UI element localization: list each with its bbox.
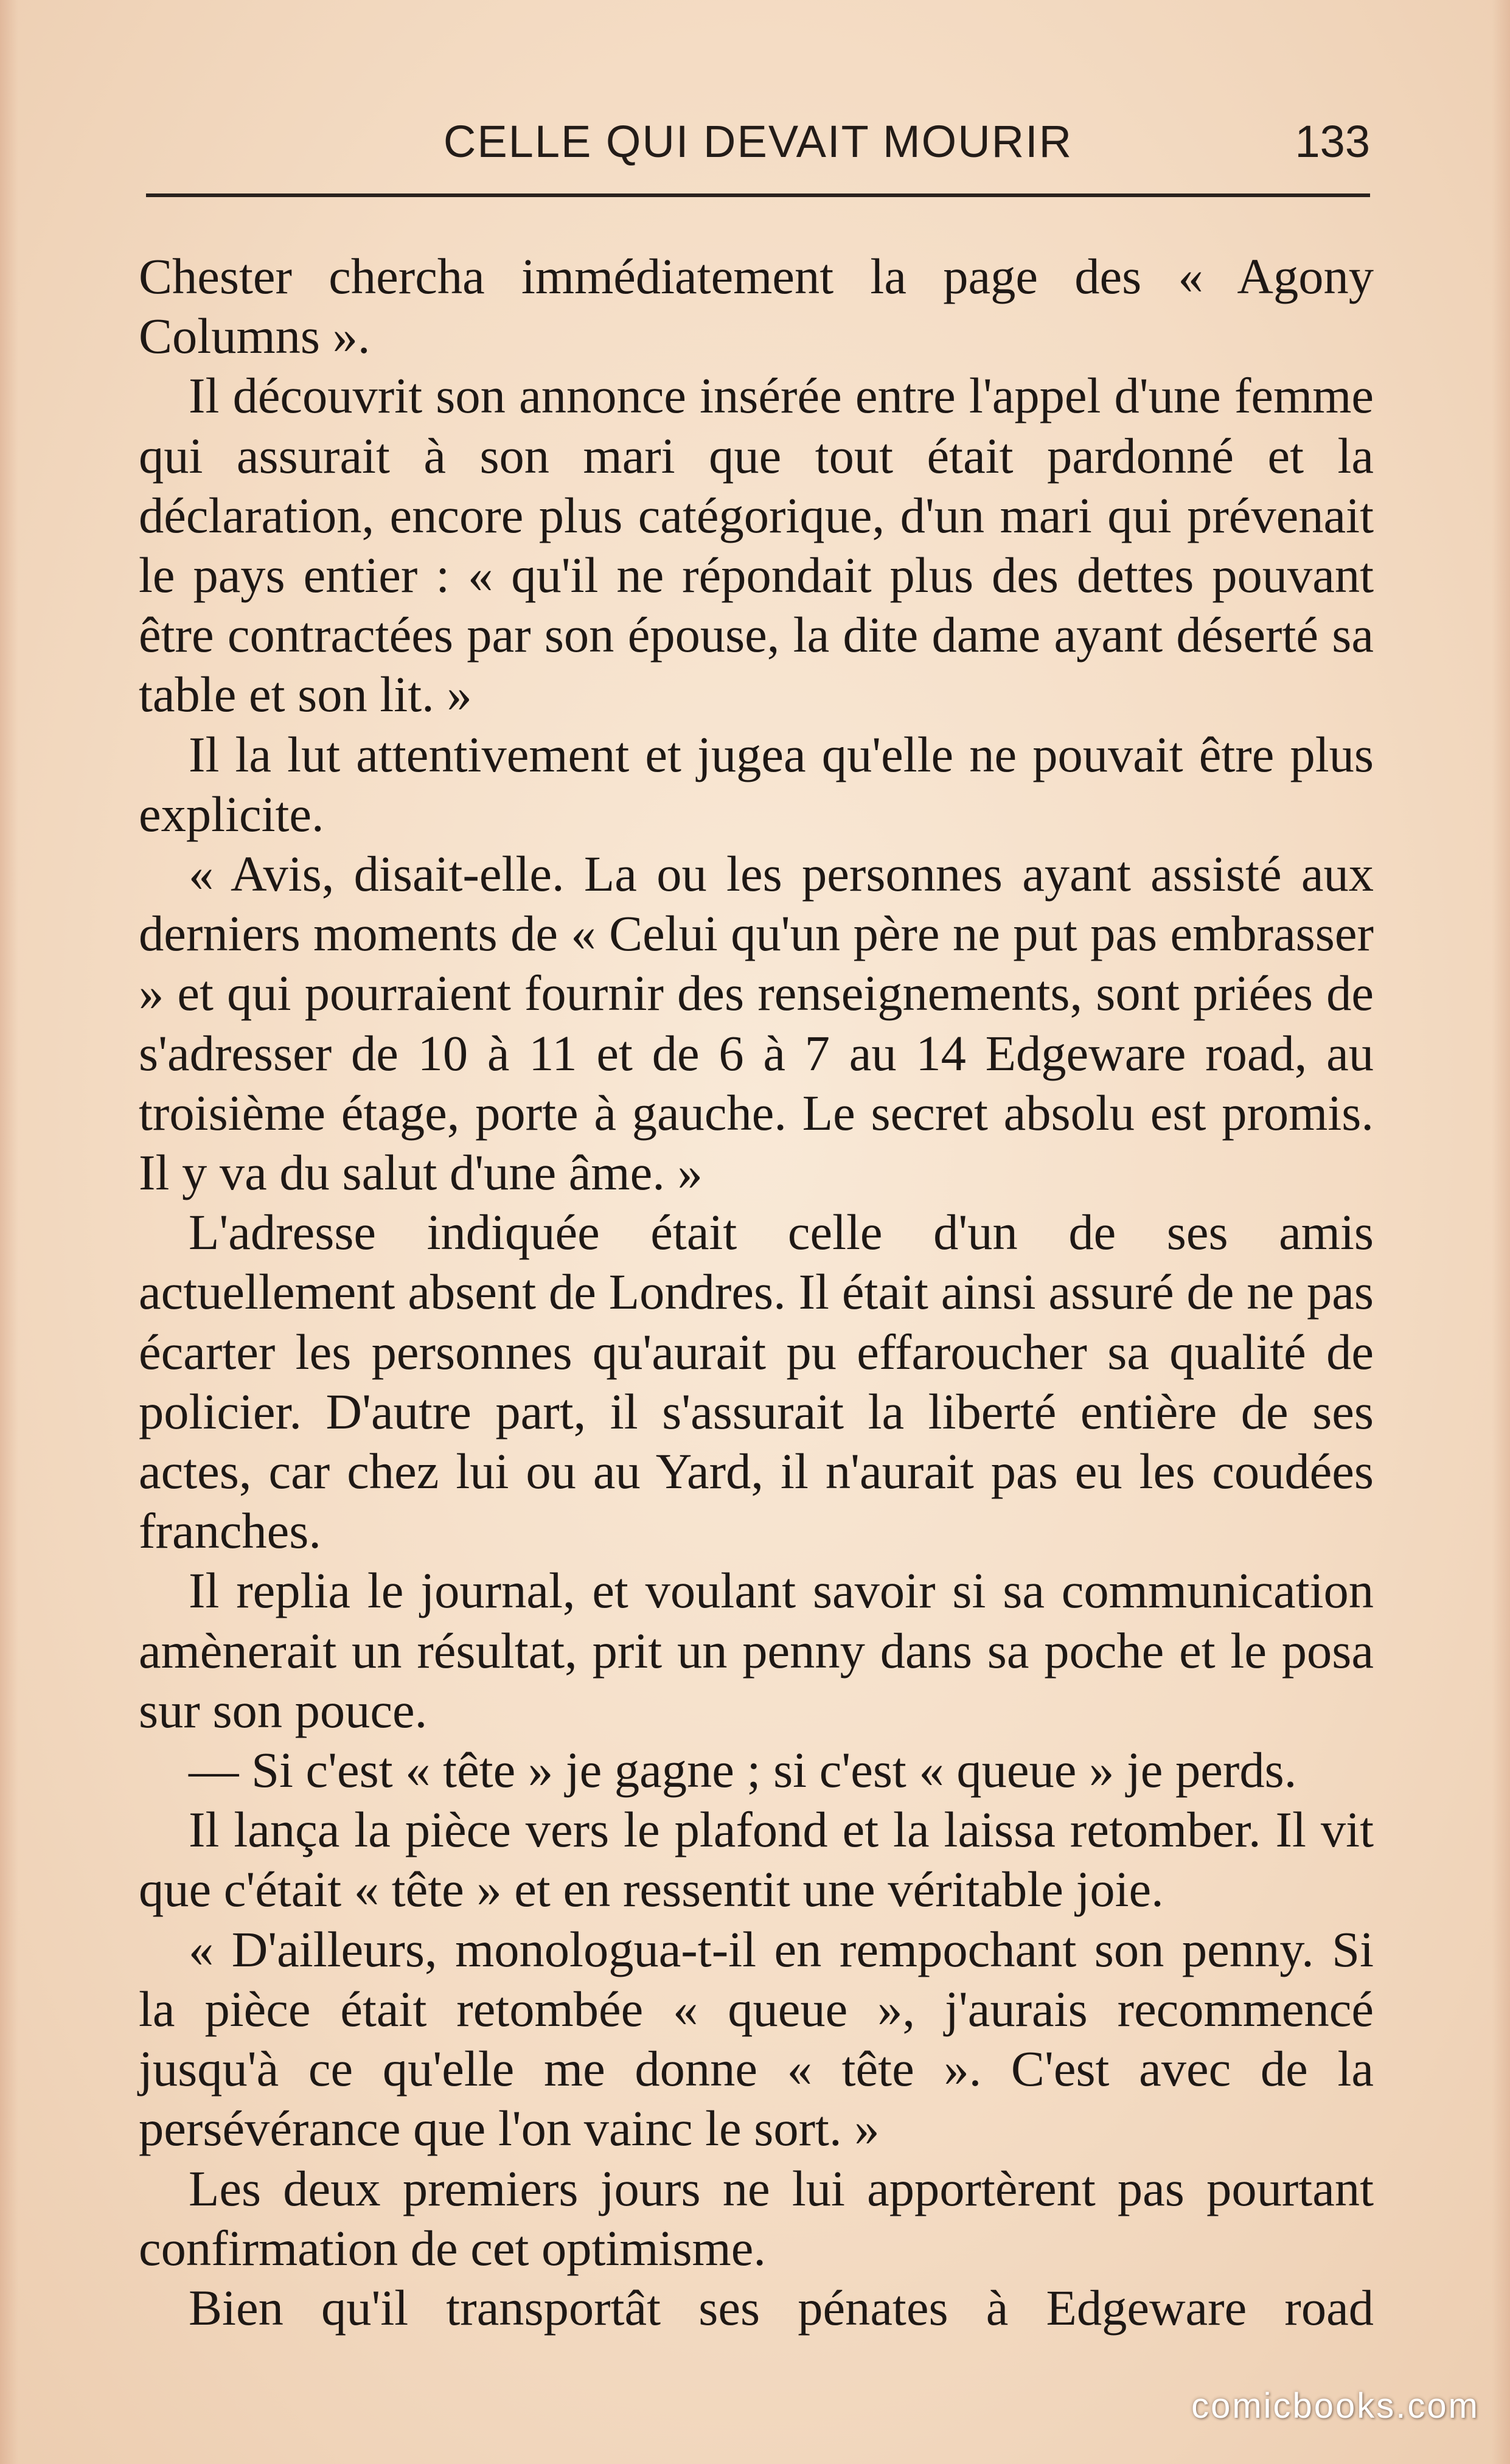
paragraph: « D'ailleurs, monologua-t-il en rempochant son penny. Si la pièce était retombée « queue », j'aurais recommencé jusqu'à ce qu'elle me donne « tête ». C'est avec de la persévérance que l'on vainc le sort. » xyxy=(139,1921,1374,2157)
paragraph: Il replia le journal, et voulant savoir si sa communication amènerait un résultat, prit un penny dans sa poche et le posa sur son pouce. xyxy=(139,1562,1374,1738)
paragraph: Il découvrit son annonce insérée entre l'appel d'une femme qui assurait à son mari que tout était pardonné et la déclaration, encore plus catégorique, d'un mari qui prévenait le pays entier : « qu'il ne répondait plus des dettes pouvant être contractées par son épouse, la dite dame ayant déserté sa table et son lit. » xyxy=(139,367,1374,723)
watermark: comicbooks.com xyxy=(1191,2386,1480,2426)
paragraph: Bien qu'il transportât ses pénates à Edgeware road xyxy=(189,2279,1374,2336)
paragraph: Il lança la pièce vers le plafond et la laissa retomber. Il vit que c'était « tête » et en ressentit une véritable joie. xyxy=(139,1801,1374,1918)
paragraph: Les deux premiers jours ne lui apportèrent pas pourtant confirmation de cet optimisme. xyxy=(139,2160,1374,2276)
paragraph: « Avis, disait-elle. La ou les personnes ayant assisté aux derniers moments de « Celui qu'un père ne put pas embrasser » et qui pourraient fournir des renseignements, sont priées de s'adresser de 10 à 11 et de 6 à 7 au 14 Edgeware road, au troisième étage, porte à gauche. Le secret absolu est promis. Il y va du salut d'une âme. » xyxy=(139,846,1374,1201)
header-rule xyxy=(146,193,1370,197)
body-text xyxy=(139,246,1374,2337)
page-number: 133 xyxy=(1295,116,1370,167)
page-header xyxy=(146,103,1370,170)
paragraph: L'adresse indiquée était celle d'un de ses amis actuellement absent de Londres. Il était ainsi assuré de ne pas écarter les personnes qu'aurait pu effaroucher sa qualité de policier. D'autre part, il s'assurait la liberté entière de ses actes, car chez lui ou au Yard, il n'aurait pas eu les coudées franches. xyxy=(139,1204,1374,1559)
paragraph: Il la lut attentivement et jugea qu'elle ne pouvait être plus explicite. xyxy=(139,726,1374,842)
paragraph: Chester chercha immédiatement la page des « Agony Columns ». xyxy=(139,248,1374,364)
paragraph: — Si c'est « tête » je gagne ; si c'est « queue » je perds. xyxy=(189,1742,1297,1798)
running-title: CELLE QUI DEVAIT MOURIR xyxy=(443,116,1073,167)
